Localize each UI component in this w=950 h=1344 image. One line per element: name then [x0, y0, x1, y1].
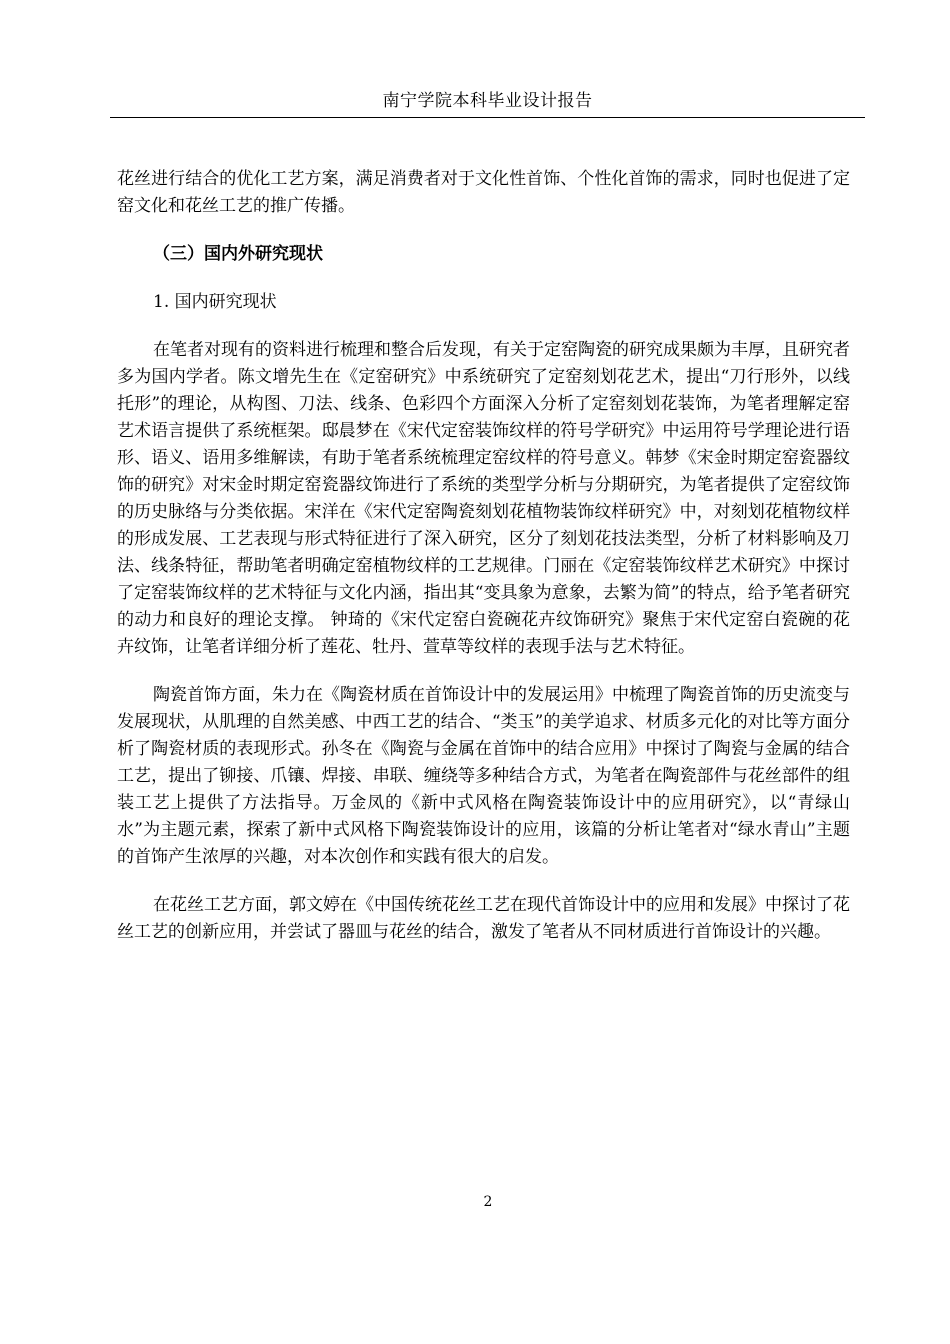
paragraph-filigree-craft: 在花丝工艺方面，郭文婷在《中国传统花丝工艺在现代首饰设计中的应用和发展》中探讨了花丝工艺的创新应用，并尝试了器皿与花丝的结合，激发了笔者从不同材质进行首饰设计的兴趣。 — [117, 895, 850, 942]
page-header: 南宁学院本科毕业设计报告 — [382, 91, 593, 111]
document-body — [117, 166, 850, 967]
paragraph-ceramic-jewelry: 陶瓷首饰方面，朱力在《陶瓷材质在首饰设计中的发展运用》中梳理了陶瓷首饰的历史流变与发展现状，从肌理的自然美感、中西工艺的结合、“类玉”的美学追求、材质多元化的对比等方面分析了陶瓷材质的表现形式。孙冬在《陶瓷与金属在首饰中的结合应用》中探讨了陶瓷与金属的结合工艺，提出了铆接、爪镶、焊接、串联、缠绕等多种结合方式，为笔者在陶瓷部件与花丝部件的组装工艺上提供了方法指导。万金凤的《新中式风格在陶瓷装饰设计中的应用研究》，以“青绿山水”为主题元素，探索了新中式风格下陶瓷装饰设计的应用，该篇的分析让笔者对“绿水青山”主题的首饰产生浓厚的兴趣，对本次创作和实践有很大的启发。 — [117, 685, 850, 867]
page-number: 2 — [483, 1194, 493, 1210]
continuation-paragraph: 花丝进行结合的优化工艺方案，满足消费者对于文化性首饰、个性化首饰的需求，同时也促进了定窑文化和花丝工艺的推广传播。 — [117, 169, 850, 216]
header-rule — [110, 117, 865, 118]
paragraph-domestic-ding-kiln: 在笔者对现有的资料进行梳理和整合后发现，有关于定窑陶瓷的研究成果颇为丰厚，且研究者多为国内学者。陈文增先生在《定窑研究》中系统研究了定窑刻划花艺术，提出“刀行形外，以线托形”的理论，从构图、刀法、线条、色彩四个方面深入分析了定窑刻划花装饰，为笔者理解定窑艺术语言提供了系统框架。邸晨梦在《宋代定窑装饰纹样的符号学研究》中运用符号学理论进行语形、语义、语用多维解读，有助于笔者系统梳理定窑纹样的符号意义。韩梦《宋金时期定窑瓷器纹饰的研究》对宋金时期定窑瓷器纹饰进行了系统的类型学分析与分期研究，为笔者提供了定窑纹饰的历史脉络与分类依据。宋洋在《宋代定窑陶瓷刻划花植物装饰纹样研究》中，对刻划花植物纹样的形成发展、工艺表现与形式特征进行了深入研究，区分了刻划花技法类型，分析了材料影响及刀法、线条特征，帮助笔者明确定窑植物纹样的工艺规律。门丽在《定窑装饰纹样艺术研究》中探讨了定窑装饰纹样的艺术特征与文化内涵，指出其“变具象为意象，去繁为简”的特点，给予笔者研究的动力和良好的理论支撑。 钟琦的《宋代定窑白瓷碗花卉纹饰研究》聚焦于宋代定窑白瓷碗的花卉纹饰，让笔者详细分析了莲花、牡丹、萱草等纹样的表现手法与艺术特征。 — [117, 340, 850, 657]
section-heading: （三）国内外研究现状 — [153, 244, 323, 264]
sub-heading: 1. 国内研究现状 — [153, 292, 277, 312]
